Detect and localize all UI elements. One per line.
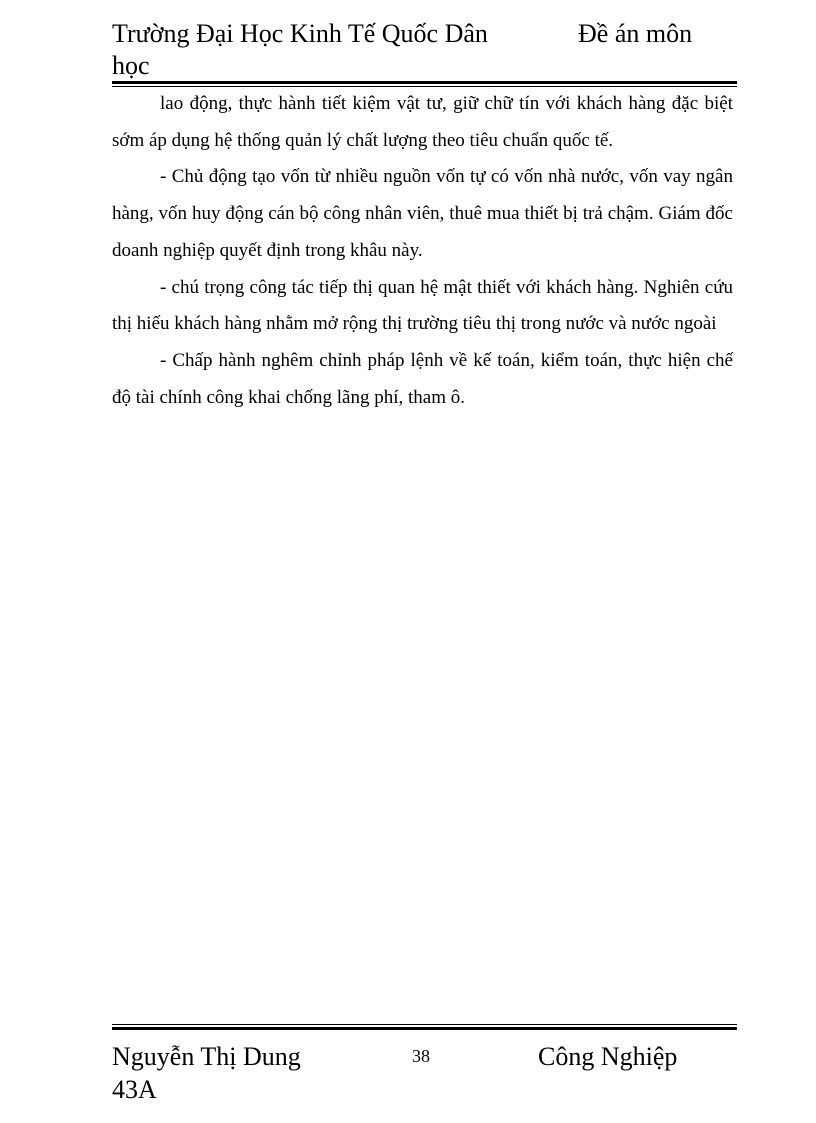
footer-class: 43A — [112, 1075, 157, 1104]
header-school-name: Trường Đại Học Kinh Tế Quốc Dân — [112, 19, 488, 48]
page-header — [112, 18, 738, 80]
paragraph: lao động, thực hành tiết kiệm vật tư, giữ chữ tín với khách hàng đặc biệt sớm áp dụng hệ thống quản lý chất lượng theo tiêu chuẩn quốc tế. — [112, 93, 733, 151]
paragraph: - Chấp hành nghêm chỉnh pháp lệnh về kế toán, kiểm toán, thực hiện chế độ tài chính công khai chống lãng phí, tham ô. — [112, 349, 733, 408]
footer-divider-thick — [112, 1027, 737, 1030]
page-number: 38 — [412, 1046, 430, 1066]
paragraph: - Chủ động tạo vốn từ nhiều nguồn vốn tự có vốn nhà nước, vốn vay ngân hàng, vốn huy động cán bộ công nhân viên, thuê mua thiết bị trả chậm. Giám đốc doanh nghiệp quyết định trong khâu này. — [112, 166, 733, 261]
footer-author-name: Nguyễn Thị Dung — [112, 1042, 301, 1071]
header-document-type-continued: học — [112, 51, 150, 80]
footer-divider-thin — [112, 1024, 737, 1025]
header-document-type: Đề án môn — [578, 19, 693, 48]
body-text — [112, 86, 733, 416]
paragraph: - chú trọng công tác tiếp thị quan hệ mật thiết với khách hàng. Nghiên cứu thị hiếu khách hàng nhằm mở rộng thị trường tiêu thị trong nước và nước ngoài — [112, 276, 733, 335]
page-footer — [112, 1040, 738, 1110]
footer-department: Công Nghiệp — [538, 1042, 678, 1071]
header-divider-thick — [112, 81, 737, 84]
